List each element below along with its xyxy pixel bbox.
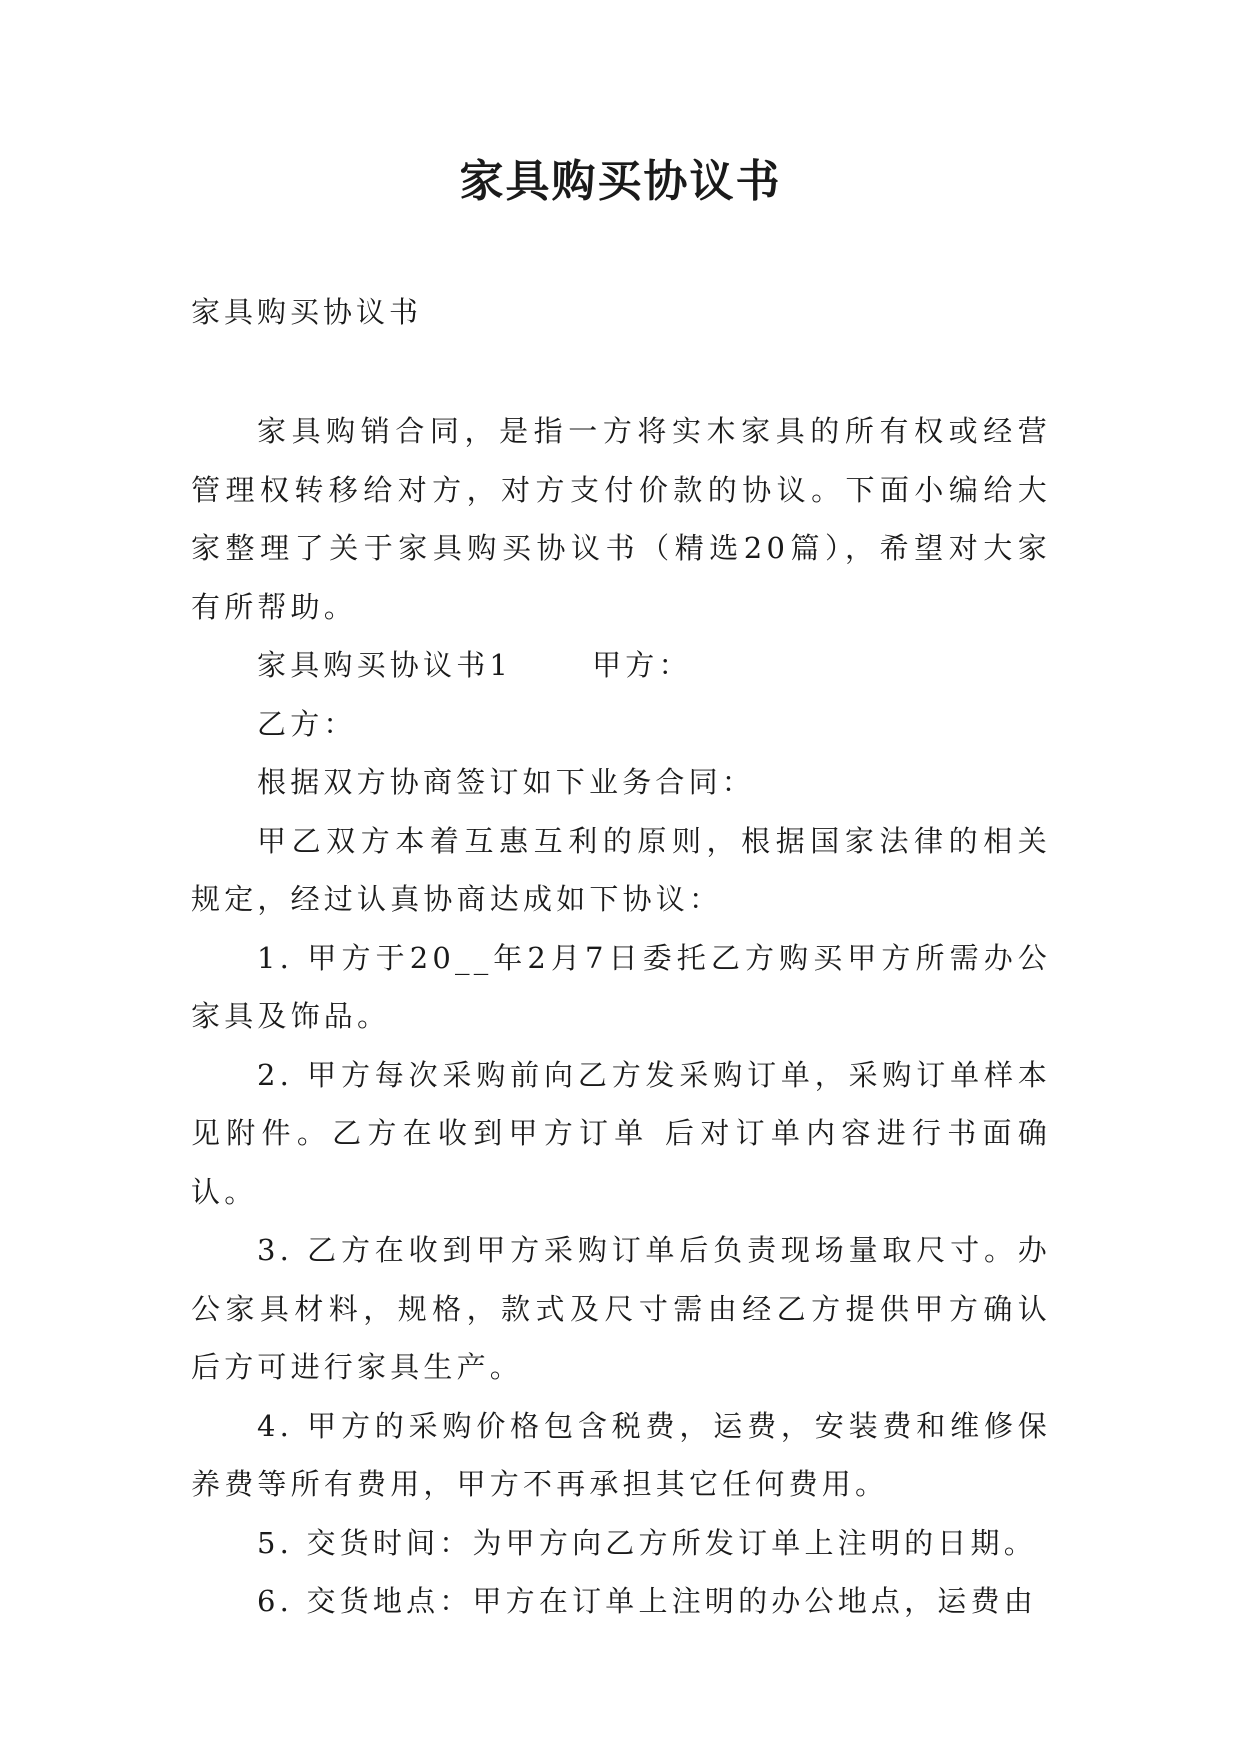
lead-paragraph: 根据双方协商签订如下业务合同： (257, 765, 756, 799)
clause-5: 5. 交货时间：为甲方向乙方所发订单上注明的日期。 (257, 1525, 1037, 1560)
clause-6: 6. 交货地点：甲方在订单上注明的办公地点，运费由 (257, 1584, 1037, 1618)
clause-4: 4. 甲方的采购价格包含税费，运费，安装费和维修保养费等所有费用，甲方不再承担其它任何费用。 (191, 1408, 1051, 1501)
principle-paragraph: 甲乙双方本着互惠互利的原则，根据国家法律的相关规定，经过认真协商达成如下协议： (191, 823, 1051, 916)
document-subtitle: 家具购买协议书 (191, 295, 423, 329)
document-body (191, 402, 1051, 1631)
document-title: 家具购买协议书 (459, 156, 782, 207)
party-b-label: 乙方： (257, 706, 357, 741)
section-heading: 家具购买协议书1 (257, 648, 513, 682)
clause-1: 1. 甲方于20__年2月7日委托乙方购买甲方所需办公家具及饰品。 (191, 940, 1051, 1033)
section-heading-line (191, 636, 1051, 695)
party-a-label: 甲方： (592, 648, 692, 682)
clause-2: 2. 甲方每次采购前向乙方发采购订单，采购订单样本见附件。乙方在收到甲方订单 后对订单内容进行书面确认。 (191, 1057, 1051, 1209)
intro-paragraph: 家具购销合同，是指一方将实木家具的所有权或经营管理权转移给对方，对方支付价款的协议。下面小编给大家整理了关于家具购买协议书（精选20篇），希望对大家有所帮助。 (191, 414, 1051, 624)
clause-3: 3. 乙方在收到甲方采购订单后负责现场量取尺寸。办公家具材料，规格，款式及尺寸需由经乙方提供甲方确认后方可进行家具生产。 (191, 1233, 1051, 1384)
